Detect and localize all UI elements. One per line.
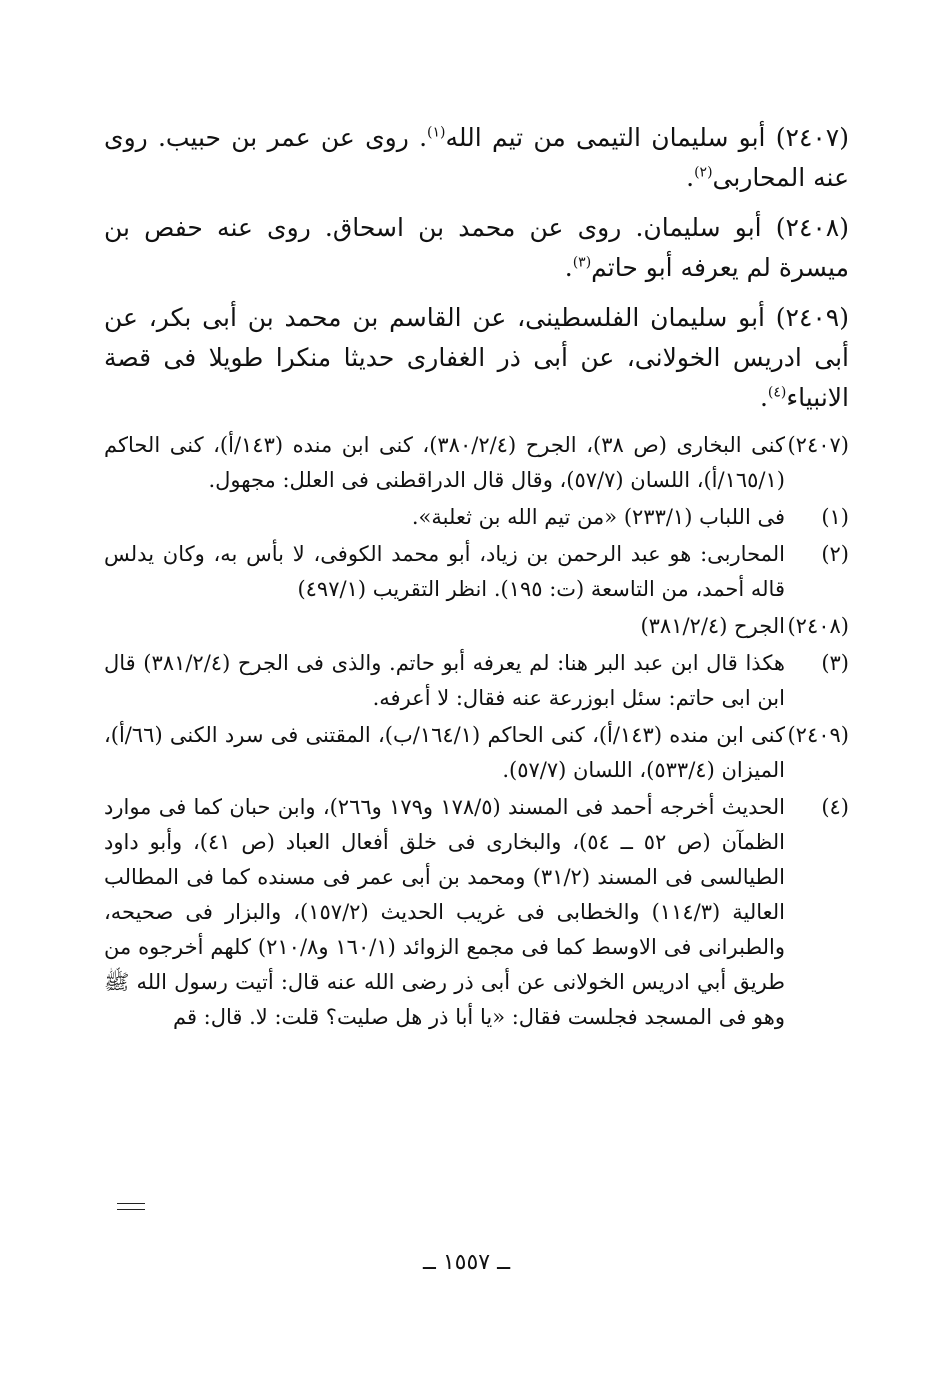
entry-2409 bbox=[104, 298, 849, 418]
entry-2407 bbox=[104, 118, 849, 198]
note-text: هكذا قال ابن عبد البر هنا: لم يعرفه أبو حاتم. والذى فى الجرح (٣٨١/٢/٤) قال ابن ابى حاتم: سئل ابوزرعة عنه فقال: لا أعرفه. bbox=[104, 651, 785, 710]
note-1 bbox=[104, 500, 849, 535]
entry-2409-text: (٢٤٠٩) أبو سليمان الفلسطينى، عن القاسم بن محمد بن أبى بكر، عن أبى ادريس الخولانى، عن أبى ذر الغفارى حديثا منكرا طويلا فى قصة الانبياء bbox=[104, 303, 849, 412]
entry-2409-end: . bbox=[759, 383, 768, 412]
note-text: المحاربى: هو عبد الرحمن بن زياد، أبو محمد الكوفى، لا بأس به، وكان يدلس قاله أحمد، من التاسعة (ت: ١٩٥). انظر التقريب (٤٩٧/١) bbox=[104, 542, 785, 601]
note-label: (٢) bbox=[821, 542, 849, 566]
note-text: الحديث أخرجه أحمد فى المسند (١٧٨/٥ و١٧٩ و٢٦٦)، وابن حبان كما فى موارد الظمآن (ص ٥٢ ــ ٥٤)، والبخارى فى خلق أفعال العباد (ص ٤١)، وأبو داود الطيالسى فى المسند (٣١/٢) ومحمد بن أبى عمر فى مسنده كما فى المطالب العالية (١١٤/٣) والخطابى فى غريب الحديث (١٥٧/٢)، والبزار فى صحيحه، والطبرانى فى الاوسط كما فى مجمع الزوائد (١٦٠/١ و٢١٠/٨) كلهم أخرجوه من طريق أبي ادريس الخولانى عن أبى ذر رضى الله عنه قال: أتيت رسول الله ﷺ وهو فى المسجد فجلست فقال: «يا أبا ذر هل صليت؟ قلت: لا. قال: قم bbox=[104, 795, 786, 1029]
footnote-ref-1: (١) bbox=[427, 124, 446, 141]
entry-2408 bbox=[104, 208, 849, 288]
entry-2407-tail: . روى عن عمر بن حبيب. روى عنه المحاربى bbox=[104, 123, 849, 192]
note-text: كنى البخارى (ص ٣٨)، الجرح (٣٨٠/٢/٤)، كنى ابن منده (١٤٣/أ)، كنى الحاكم (١٦٥/١/أ)، اللسان (٥٧/٧)، وقال قال الدراقطنى فى العلل: مجهول. bbox=[104, 433, 785, 492]
entry-text bbox=[104, 208, 849, 288]
note-label: (٢٤٠٩) bbox=[787, 723, 849, 747]
entry-text bbox=[104, 298, 849, 418]
footnotes bbox=[104, 428, 849, 1035]
note-label: (٢٤٠٨) bbox=[787, 614, 849, 638]
entry-2408-end: . bbox=[564, 253, 573, 282]
page-number: ــ ١٥٥٧ ــ bbox=[422, 1250, 511, 1275]
note-2408 bbox=[104, 609, 849, 644]
footnote-ref-4: (٤) bbox=[767, 384, 787, 401]
entry-2408-text: (٢٤٠٨) أبو سليمان. روى عن محمد بن اسحاق. روى عنه حفص بن ميسرة لم يعرفه أبو حاتم bbox=[104, 213, 849, 282]
note-4 bbox=[104, 790, 849, 1035]
note-text: فى اللباب (٢٣٣/١) «من تيم الله بن ثعلبة». bbox=[411, 505, 785, 529]
footnote-ref-2: (٢) bbox=[694, 164, 713, 181]
entry-text bbox=[104, 118, 849, 198]
note-label: (٢٤٠٧) bbox=[787, 433, 849, 457]
continuation-mark bbox=[117, 1203, 145, 1210]
note-3 bbox=[104, 646, 849, 716]
footnote-ref-3: (٣) bbox=[572, 254, 592, 271]
note-label: (١) bbox=[821, 505, 849, 529]
note-2 bbox=[104, 537, 849, 607]
note-label: (٤) bbox=[821, 795, 849, 819]
note-label: (٣) bbox=[821, 651, 849, 675]
note-2407 bbox=[104, 428, 849, 498]
note-2409 bbox=[104, 718, 849, 788]
note-text: الجرح (٣٨١/٢/٤) bbox=[640, 614, 785, 638]
entry-2407-text: (٢٤٠٧) أبو سليمان التيمى من تيم الله bbox=[445, 123, 849, 152]
page-body bbox=[104, 118, 849, 1037]
entry-2407-end: . bbox=[686, 163, 695, 192]
note-text: كنى ابن منده (١٤٣/أ)، كنى الحاكم (١٦٤/١/ب)، المقتنى فى سرد الكنى (٦٦/أ)، الميزان (٥٣٣/٤)، اللسان (٥٧/٧). bbox=[104, 723, 785, 782]
